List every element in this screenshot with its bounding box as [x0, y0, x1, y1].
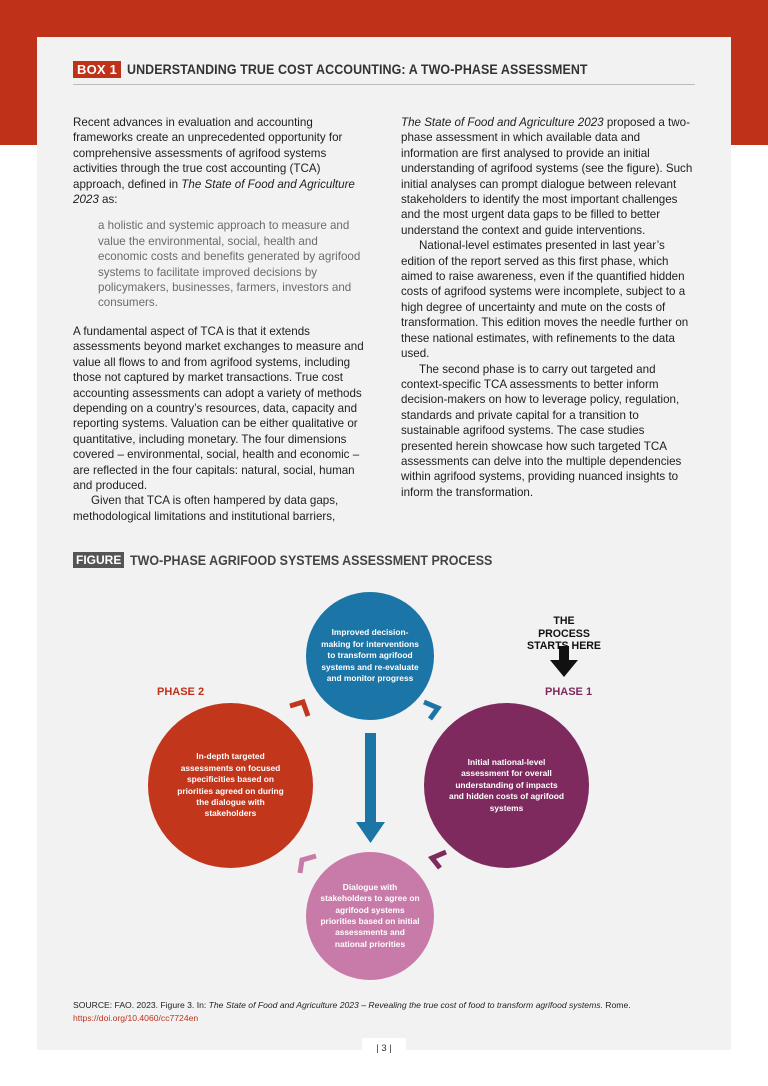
chevron-blue [424, 702, 438, 719]
process-start-label: THE PROCESS STARTS HERE [527, 615, 601, 652]
chevron-red [290, 702, 308, 716]
page-number: | 3 | [362, 1038, 406, 1060]
paragraph: Given that TCA is often hampered by data gaps, methodological limitations and institutional barriers, [73, 494, 339, 523]
box-tag: BOX 1 [73, 61, 121, 78]
definition-quote: a holistic and systemic approach to measure and value the environmental, social, health and economic costs and benefits generated by agrifood systems to facilitate improved decisions by policymakers, businesses, farmers, investors and consumers. [98, 219, 361, 310]
chevron-purple [432, 852, 446, 868]
paragraph: National-level estimates presented in last year’s edition of the report served as this first phase, which aimed to raise awareness, even if the quantified hidden costs of agrifood systems were incomplete, subject to a high degree of uncertainty and mute on the costs of transformation. This edition moves the needle further on these national estimates, with refinements to the data used. [401, 239, 689, 361]
start-arrow-head [550, 660, 578, 677]
circle-decision-making: Improved decision-making for interventions to transform agrifood systems and re-evaluate and monitor progress [306, 592, 434, 720]
circle-dialogue: Dialogue with stakeholders to agree on agrifood systems priorities based on initial assessments and national priorities [306, 852, 434, 980]
down-arrow-head [356, 822, 385, 843]
chevron-pink [300, 856, 316, 873]
down-arrow-shaft [365, 733, 376, 825]
circle-national-assessment: Initial national-level assessment for overall understanding of impacts and hidden costs of agrifood systems [424, 703, 589, 868]
paragraph: The State of Food and Agriculture 2023 proposed a two-phase assessment in which available data and information are first analysed to provide an initial understanding of agrifood systems (see the figure). Such initial analyses can prompt dialogue between relevant stakeholders to identify the most important challenges and the most urgent data gaps to be filled to better understand the context and guide interventions. [401, 116, 693, 237]
circle-targeted-assessments: In-depth targeted assessments on focused specificities based on priorities agreed on during the dialogue with stakeholders [148, 703, 313, 868]
figure-tag: FIGURE [73, 552, 124, 568]
figure-title: TWO-PHASE AGRIFOOD SYSTEMS ASSESSMENT PROCESS [130, 552, 493, 568]
paragraph: A fundamental aspect of TCA is that it extends assessments beyond market exchanges to measure and value all flows to and from agrifood systems, including those not captured by market transactions. True cost accounting assessments can adopt a variety of methods depending on a country’s resources, data, capacity and reporting systems. Valuation can be either qualitative or quantitative, including monetary. The four dimensions covered – environmental, social, health and economic – are reflected in the four capitals: natural, social, human and produced. [73, 324, 364, 492]
paragraph: The second phase is to carry out targeted and context-specific TCA assessments to better inform decision-makers on how to leverage policy, regulation, standards and private capital for a transition to sustainable agrifood systems. The case studies presented herein showcase how such targeted TCA assessments can delve into the multiple dependencies within agrifood systems, providing nuanced insights to inform the transformation. [401, 362, 682, 499]
source-note: SOURCE: FAO. 2023. Figure 3. In: The State of Food and Agriculture 2023 – Revealing the true cost of food to transform agrifood systems. Rome. https://doi.org/10.4060/cc7724en [73, 1000, 631, 1023]
doi-link[interactable]: https://doi.org/10.4060/cc7724en [73, 1012, 199, 1023]
phase1-label: PHASE 1 [545, 686, 593, 698]
phase2-label: PHASE 2 [157, 686, 205, 698]
paragraph: Recent advances in evaluation and accounting frameworks create an unprecedented opportunity for comprehensive assessments of agrifood systems activities through the true cost accounting (TCA) approach, defined in The State of Food and Agriculture 2023 as: [73, 116, 355, 207]
box-title: UNDERSTANDING TRUE COST ACCOUNTING: A TWO-PHASE ASSESSMENT [127, 61, 588, 77]
